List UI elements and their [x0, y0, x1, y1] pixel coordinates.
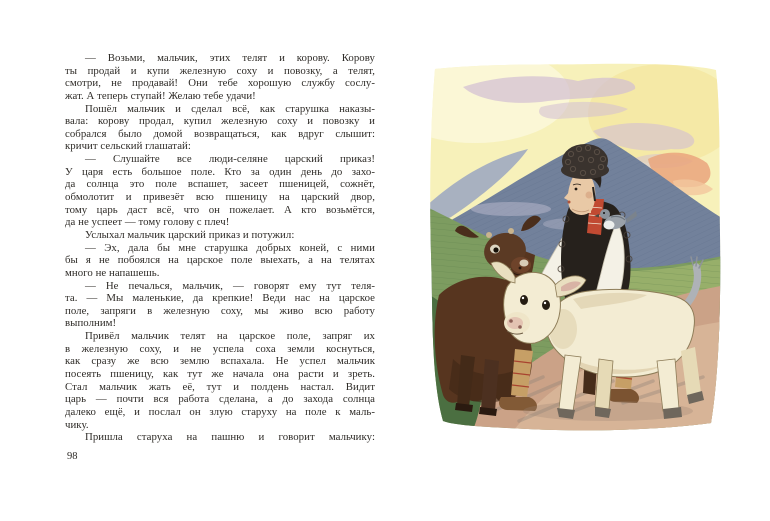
story-text-column	[65, 52, 375, 444]
text-line: жат. А теперь ступай! Желаю тебе удачи!	[65, 89, 256, 102]
illustration-canvas	[423, 59, 727, 435]
text-line: ты продай и купи железную соху и повозку, а телят,	[65, 64, 375, 77]
text-line: Привёл мальчик телят на царское поле, запряг их	[85, 330, 375, 343]
text-line: Пришла старуха на пашню и говорит мальчику:	[85, 431, 375, 444]
page-number: 98	[67, 451, 78, 462]
text-line: да солнца это поле вспашет, засеет пшеницей, сожнёт,	[65, 178, 375, 191]
text-line: вала: корову продал, купил железную соху и повозку и	[65, 115, 375, 128]
text-line: У царя есть большое поле. Кто за один день до захо-	[65, 165, 375, 178]
text-line: собрался было домой возвращаться, как вдруг слышит:	[65, 127, 375, 140]
text-line: посеять пшеницу, как тут же начала она расти и зреть.	[65, 368, 375, 381]
text-line: — Не печалься, мальчик, — говорят ему тут теля-	[85, 279, 375, 292]
text-line: чику.	[65, 418, 89, 431]
text-line: выполним!	[65, 317, 117, 330]
story-illustration	[423, 59, 727, 435]
text-line: Стал мальчик жать её, тут и полдень настал. Видит	[65, 380, 375, 393]
text-line: в железную соху, и не успела соха земли коснуться,	[65, 342, 375, 355]
text-line: обмолотит и привезёт всю пшеницу на царский двор,	[65, 191, 375, 204]
text-line: бы я не побоялся на царское поле выехать, а на телятах	[65, 254, 375, 267]
text-line: поле, запряги в железную соху, мы живо всю работу	[65, 304, 375, 317]
text-line: Услыхал мальчик царский приказ и потужил:	[85, 228, 295, 241]
moccasin	[607, 389, 639, 403]
text-line: тому царь даст всё, что он пожелает. А кто возьмётся,	[65, 203, 375, 216]
text-line: много не напашешь.	[65, 266, 160, 279]
text-line: да не успеет — тому голову с плеч!	[65, 216, 230, 229]
text-line: царь — почти вся работа сделана, а до захода солнца	[65, 393, 375, 406]
text-line: как сразу же всю землю вспахала. Не успел мальчик	[65, 355, 375, 368]
text-line: далеко ещё, и послал он злую старуху на поле к маль-	[65, 405, 375, 418]
text-line: — Слушайте все люди-селяне царский приказ!	[85, 153, 375, 166]
text-line: та. — Мы маленькие, да крепкие! Веди нас на царское	[65, 292, 375, 305]
text-line: — Возьми, мальчик, этих телят и корову. Корову	[85, 52, 375, 64]
text-line: кричит сельский глашатай:	[65, 140, 191, 153]
text-line: смотри, не продавай! Они тебе хорошую службу сослу-	[65, 77, 375, 90]
text-line: Пошёл мальчик и сделал всё, как старушка наказы-	[85, 102, 375, 115]
text-line: — Эх, дала бы мне старушка добрых коней, с ними	[85, 241, 375, 254]
